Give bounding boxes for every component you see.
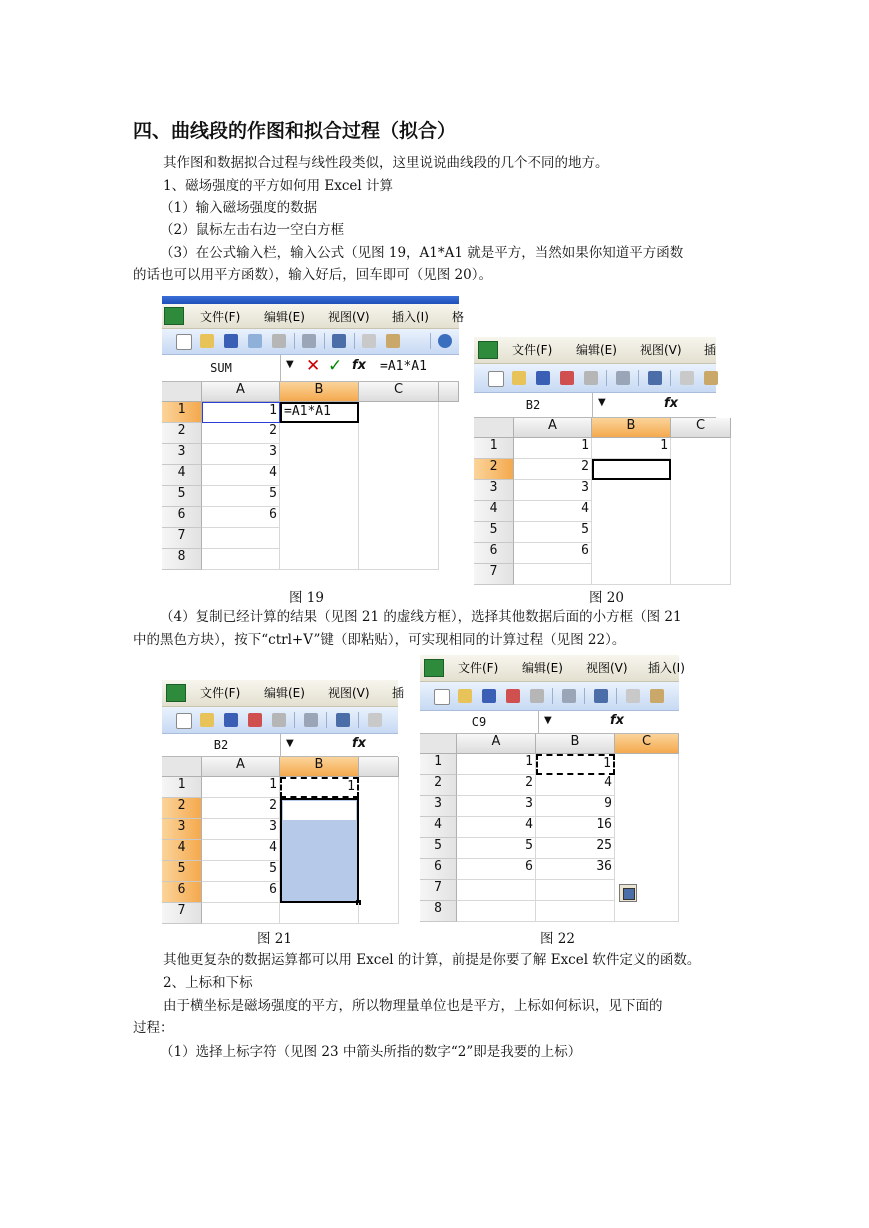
spelling-icon[interactable]	[648, 371, 662, 385]
function-icon[interactable]: fx	[352, 736, 367, 751]
open-icon[interactable]	[512, 371, 526, 385]
cancel-icon[interactable]: ✕	[306, 356, 321, 376]
paragraph: （1）选择上标字符（见图 23 中箭头所指的数字“2”即是我要的上标）	[160, 1044, 582, 1060]
save-icon[interactable]	[224, 713, 238, 727]
column-header-a[interactable]: A	[457, 734, 536, 754]
column-header-c[interactable]	[359, 757, 399, 777]
row-header[interactable]: 7	[420, 880, 457, 901]
cell-a1[interactable]: 1	[202, 402, 280, 423]
row-header[interactable]: 6	[162, 507, 202, 528]
formula-input[interactable]: =A1*A1	[380, 359, 427, 374]
print-icon[interactable]	[562, 689, 576, 703]
name-box[interactable]: C9	[420, 711, 539, 733]
column-b-cells[interactable]	[592, 480, 671, 585]
row-header[interactable]: 7	[474, 564, 514, 585]
copy-icon[interactable]	[680, 371, 694, 385]
formula-bar	[162, 734, 398, 757]
toolbar-separator	[552, 688, 553, 704]
row-header[interactable]: 3	[420, 796, 457, 817]
new-icon[interactable]	[434, 689, 450, 705]
select-all-corner[interactable]	[162, 757, 202, 777]
function-icon[interactable]: fx	[610, 713, 625, 728]
paragraph: 由于横坐标是磁场强度的平方，所以物理量单位也是平方，上标如何标识，见下面的	[163, 998, 663, 1014]
permission-icon[interactable]	[506, 689, 520, 703]
namebox-dropdown-icon[interactable]: ▼	[544, 715, 552, 726]
cell-a4[interactable]: 4	[514, 501, 592, 522]
cell-b1-copied[interactable]: 1	[536, 754, 615, 775]
cell-b7[interactable]	[536, 880, 615, 901]
figure-19-caption: 图 19	[289, 590, 324, 606]
menu-file[interactable]: 文件(F)	[458, 661, 499, 675]
column-b-cells[interactable]	[280, 423, 359, 570]
menu-file[interactable]: 文件(F)	[200, 310, 241, 324]
cell-a3[interactable]: 3	[514, 480, 592, 501]
row-header[interactable]: 5	[162, 861, 202, 882]
paste-icon[interactable]	[704, 371, 718, 385]
menu-insert[interactable]: 插入(I)	[392, 310, 429, 324]
row-header[interactable]: 3	[162, 819, 202, 840]
menu-edit[interactable]: 编辑(E)	[264, 310, 305, 324]
row-header[interactable]: 8	[162, 549, 202, 570]
cell-a4[interactable]: 4	[202, 465, 280, 486]
standard-toolbar	[420, 682, 679, 711]
row-header[interactable]: 1	[162, 402, 202, 423]
menu-bar	[420, 655, 685, 682]
cell-a4[interactable]: 4	[457, 817, 536, 838]
cell-b3[interactable]: 9	[536, 796, 615, 817]
row-header[interactable]: 4	[474, 501, 514, 522]
paste-icon[interactable]	[650, 689, 664, 703]
select-all-corner[interactable]	[474, 418, 514, 438]
paragraph: （1）输入磁场强度的数据	[160, 200, 318, 216]
cell-a4[interactable]: 4	[202, 840, 280, 861]
row-header[interactable]: 6	[420, 859, 457, 880]
standard-toolbar	[474, 364, 716, 393]
menu-insert[interactable]: 插入(I)	[648, 661, 685, 675]
column-c-cells[interactable]	[671, 438, 731, 585]
email-icon[interactable]	[584, 371, 598, 385]
function-icon[interactable]: fx	[352, 358, 367, 373]
toolbar-separator	[294, 333, 295, 349]
row-header[interactable]: 7	[162, 528, 202, 549]
cell-a7[interactable]	[202, 528, 280, 549]
figure-22-screenshot	[420, 655, 685, 918]
cell-b4[interactable]: 16	[536, 817, 615, 838]
name-box[interactable]: B2	[474, 393, 593, 417]
paragraph: （2）鼠标左击右边一空白方框	[160, 222, 345, 238]
column-header-b[interactable]: B	[280, 382, 359, 402]
row-header[interactable]: 8	[420, 901, 457, 922]
column-header-b[interactable]: B	[536, 734, 615, 754]
menu-view[interactable]: 视图(V)	[640, 343, 682, 357]
save-icon[interactable]	[536, 371, 550, 385]
menu-file[interactable]: 文件(F)	[512, 343, 553, 357]
excel-logo-icon	[424, 659, 444, 677]
paragraph: 的话也可以用平方函数），输入好后，回车即可（见图 20）。	[133, 267, 492, 283]
save-icon[interactable]	[482, 689, 496, 703]
cell-a6[interactable]: 6	[457, 859, 536, 880]
toolbar-separator	[294, 712, 295, 728]
paragraph: 其他更复杂的数据运算都可以用 Excel 的计算，前提是你要了解 Excel 软件定义的函数。	[163, 952, 701, 968]
cell-a6[interactable]: 6	[202, 882, 280, 903]
cell-a7[interactable]	[457, 880, 536, 901]
print-icon[interactable]	[616, 371, 630, 385]
formula-bar	[474, 393, 716, 418]
paste-icon[interactable]	[386, 334, 400, 348]
menu-format[interactable]: 格	[452, 310, 465, 324]
print-icon[interactable]	[302, 334, 316, 348]
new-icon[interactable]	[176, 334, 192, 350]
name-box[interactable]: B2	[162, 734, 281, 756]
menu-insert[interactable]: 插	[392, 686, 405, 700]
excel-logo-icon	[166, 684, 186, 702]
column-header-b[interactable]: B	[592, 418, 671, 438]
cell-a7[interactable]	[514, 564, 592, 585]
row-header[interactable]: 2	[474, 459, 514, 480]
excel-logo-icon	[164, 307, 184, 325]
open-icon[interactable]	[458, 689, 472, 703]
menu-file[interactable]: 文件(F)	[200, 686, 241, 700]
figure-20-screenshot	[474, 337, 717, 579]
row-header[interactable]: 4	[162, 465, 202, 486]
enter-icon[interactable]: ✓	[328, 356, 343, 376]
figure-21-screenshot	[162, 680, 405, 918]
column-header-c[interactable]: C	[615, 734, 679, 754]
menu-view[interactable]: 视图(V)	[328, 310, 370, 324]
row-header[interactable]: 4	[420, 817, 457, 838]
paste-options-icon[interactable]	[619, 884, 637, 902]
paragraph: 1、磁场强度的平方如何用 Excel 计算	[163, 178, 394, 194]
menu-edit[interactable]: 编辑(E)	[264, 686, 305, 700]
email-icon[interactable]	[530, 689, 544, 703]
print-icon[interactable]	[304, 713, 318, 727]
spelling-icon[interactable]	[594, 689, 608, 703]
new-icon[interactable]	[488, 371, 504, 387]
toolbar-separator	[670, 370, 671, 386]
cell-a8[interactable]	[202, 549, 280, 570]
cell-a3[interactable]: 3	[202, 819, 280, 840]
cell-a3[interactable]: 3	[202, 444, 280, 465]
standard-toolbar	[162, 707, 398, 734]
toolbar-separator	[606, 370, 607, 386]
cell-b2[interactable]: 4	[536, 775, 615, 796]
toolbar-separator	[358, 712, 359, 728]
row-header[interactable]: 5	[420, 838, 457, 859]
copy-icon[interactable]	[362, 334, 376, 348]
menu-edit[interactable]: 编辑(E)	[576, 343, 617, 357]
cell-a7[interactable]	[202, 903, 280, 924]
cell-b1[interactable]: 1	[592, 438, 671, 459]
cell-a1[interactable]: 1	[514, 438, 592, 459]
cell-a5[interactable]: 5	[202, 486, 280, 507]
save-icon[interactable]	[224, 334, 238, 348]
menu-insert[interactable]: 插	[704, 343, 717, 357]
row-header[interactable]: 4	[162, 840, 202, 861]
namebox-dropdown-icon[interactable]: ▼	[598, 397, 606, 408]
column-header-a[interactable]: A	[514, 418, 592, 438]
namebox-dropdown-icon[interactable]: ▼	[286, 359, 294, 370]
section-heading: 四、曲线段的作图和拟合过程（拟合）	[133, 120, 457, 142]
cell-a6[interactable]: 6	[202, 507, 280, 528]
column-header-a[interactable]: A	[202, 382, 280, 402]
row-header[interactable]: 3	[474, 480, 514, 501]
row-header[interactable]: 2	[162, 423, 202, 444]
spelling-icon[interactable]	[332, 334, 346, 348]
row-header[interactable]: 1	[420, 754, 457, 775]
menu-view[interactable]: 视图(V)	[586, 661, 628, 675]
cell-a8[interactable]	[457, 901, 536, 922]
permission-icon[interactable]	[248, 334, 262, 348]
toolbar-separator	[324, 333, 325, 349]
row-header[interactable]: 2	[420, 775, 457, 796]
row-header[interactable]: 6	[162, 882, 202, 903]
toolbar-separator	[584, 688, 585, 704]
row-header[interactable]: 1	[474, 438, 514, 459]
cell-a5[interactable]: 5	[514, 522, 592, 543]
column-c-cells[interactable]	[359, 777, 399, 924]
cell-b1-editing[interactable]: =A1*A1	[280, 402, 359, 423]
toolbar-separator	[616, 688, 617, 704]
spelling-icon[interactable]	[336, 713, 350, 727]
figure-21-caption: 图 21	[257, 931, 292, 947]
row-header[interactable]: 6	[474, 543, 514, 564]
cell-b8[interactable]	[536, 901, 615, 922]
select-all-corner[interactable]	[162, 382, 202, 402]
paragraph: 过程：	[133, 1020, 174, 1036]
menu-bar	[474, 337, 716, 364]
toolbar-separator	[430, 333, 431, 349]
column-header-b[interactable]: B	[280, 757, 359, 777]
cell-a5[interactable]: 5	[202, 861, 280, 882]
cell-b7[interactable]	[280, 903, 359, 924]
active-cell-b2	[283, 801, 356, 820]
cell-b2-active[interactable]	[592, 459, 671, 480]
paragraph: （3）在公式输入栏，输入公式（见图 19，A1*A1 就是平方，当然如果你知道平方函数	[160, 245, 684, 261]
function-icon[interactable]: fx	[664, 396, 679, 411]
paragraph: 中的黑色方块），按下“ctrl+V”键（即粘贴），可实现相同的计算过程（见图 22）。	[133, 632, 626, 648]
excel-logo-icon	[478, 341, 498, 359]
cell-a3[interactable]: 3	[457, 796, 536, 817]
email-icon[interactable]	[272, 334, 286, 348]
copy-icon[interactable]	[368, 713, 382, 727]
cell-a6[interactable]: 6	[514, 543, 592, 564]
cell-a2[interactable]: 2	[457, 775, 536, 796]
new-icon[interactable]	[176, 713, 192, 729]
cell-b5[interactable]: 25	[536, 838, 615, 859]
row-header[interactable]: 2	[162, 798, 202, 819]
undo-icon[interactable]	[438, 334, 452, 348]
menu-edit[interactable]: 编辑(E)	[522, 661, 563, 675]
row-header[interactable]: 5	[162, 486, 202, 507]
email-icon[interactable]	[272, 713, 286, 727]
toolbar-separator	[354, 333, 355, 349]
paragraph: （4）复制已经计算的结果（见图 21 的虚线方框），选择其他数据后面的小方框（图 21	[160, 609, 682, 625]
formula-bar	[420, 711, 679, 734]
row-header[interactable]: 7	[162, 903, 202, 924]
permission-icon[interactable]	[560, 371, 574, 385]
menu-bar	[162, 304, 465, 329]
column-header-a[interactable]: A	[202, 757, 280, 777]
toolbar-separator	[326, 712, 327, 728]
row-header[interactable]: 5	[474, 522, 514, 543]
paragraph: 其作图和数据拟合过程与线性段类似，这里说说曲线段的几个不同的地方。	[163, 155, 609, 171]
figure-20-caption: 图 20	[589, 590, 624, 606]
name-box[interactable]: SUM	[162, 355, 281, 381]
selected-range-b2-b6[interactable]	[280, 798, 359, 903]
menu-bar	[162, 680, 405, 707]
figure-19-screenshot	[162, 296, 465, 574]
open-icon[interactable]	[200, 334, 214, 348]
standard-toolbar	[162, 329, 459, 355]
cell-a5[interactable]: 5	[457, 838, 536, 859]
column-header-d[interactable]	[439, 382, 459, 402]
cell-a2[interactable]: 2	[514, 459, 592, 480]
open-icon[interactable]	[200, 713, 214, 727]
cell-b6[interactable]: 36	[536, 859, 615, 880]
window-title-bar	[162, 296, 459, 304]
toolbar-separator	[638, 370, 639, 386]
row-header[interactable]: 3	[162, 444, 202, 465]
formula-bar	[162, 355, 459, 382]
column-header-c[interactable]: C	[359, 382, 439, 402]
paragraph: 2、上标和下标	[163, 975, 253, 991]
copy-icon[interactable]	[626, 689, 640, 703]
cell-a2[interactable]: 2	[202, 798, 280, 819]
cell-a1[interactable]: 1	[202, 777, 280, 798]
cell-a1[interactable]: 1	[457, 754, 536, 775]
column-c-cells[interactable]	[359, 402, 439, 570]
cell-a2[interactable]: 2	[202, 423, 280, 444]
menu-view[interactable]: 视图(V)	[328, 686, 370, 700]
row-header[interactable]: 1	[162, 777, 202, 798]
select-all-corner[interactable]	[420, 734, 457, 754]
permission-icon[interactable]	[248, 713, 262, 727]
column-header-c[interactable]: C	[671, 418, 731, 438]
namebox-dropdown-icon[interactable]: ▼	[286, 738, 294, 749]
figure-22-caption: 图 22	[540, 931, 575, 947]
cell-b1-copied[interactable]: 1	[280, 777, 359, 798]
